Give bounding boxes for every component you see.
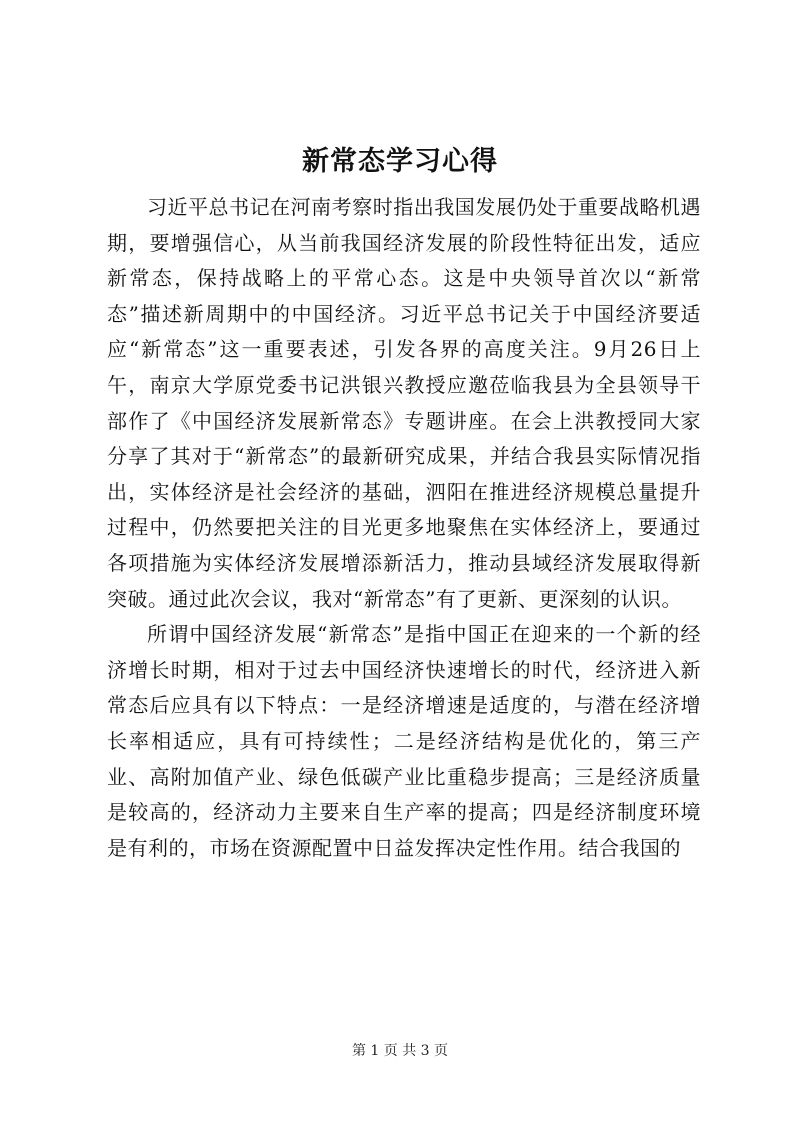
page-footer: 第 1 页 共 3 页 <box>351 1043 449 1059</box>
paragraph-2: 所谓中国经济发展“新常态”是指中国正在迎来的一个新的经济增长时期，相对于过去中国经济快速增长的时代，经济进入新常态后应具有以下特点：一是经济增速是适度的，与潜在经济增长率相适应，具有可持续性；二是经济结构是优化的，第三产业、高附加值产业、绿色低碳产业比重稳步提高；三是经济质量是较高的，经济动力主要来自生产率的提高；四是经济制度环境是有利的，市场在资源配置中日益发挥决定性作用。结合我国的 <box>107 622 701 860</box>
paragraph-1: 习近平总书记在河南考察时指出我国发展仍处于重要战略机遇期，要增强信心，从当前我国经济发展的阶段性特征出发，适应新常态，保持战略上的平常心态。这是中央领导首次以“新常态”描述新周期中的中国经济。习近平总书记关于中国经济要适应“新常态”这一重要表述，引发各界的高度关注。9月26日上午，南京大学原党委书记洪银兴教授应邀莅临我县为全县领导干部作了《中国经济发展新常态》专题讲座。在会上洪教授同大家分享了其对于“新常态”的最新研究成果，并结合我县实际情况指出，实体经济是社会经济的基础，泗阳在推进经济规模总量提升过程中，仍然要把关注的目光更多地聚焦在实体经济上，要通过各项措施为实体经济发展增添新活力，推动县域经济发展取得新突破。通过此次会议，我对“新常态”有了更新、更深刻的认识。 <box>107 195 701 611</box>
document-body <box>107 190 701 866</box>
document-title: 新常态学习心得 <box>302 146 498 177</box>
